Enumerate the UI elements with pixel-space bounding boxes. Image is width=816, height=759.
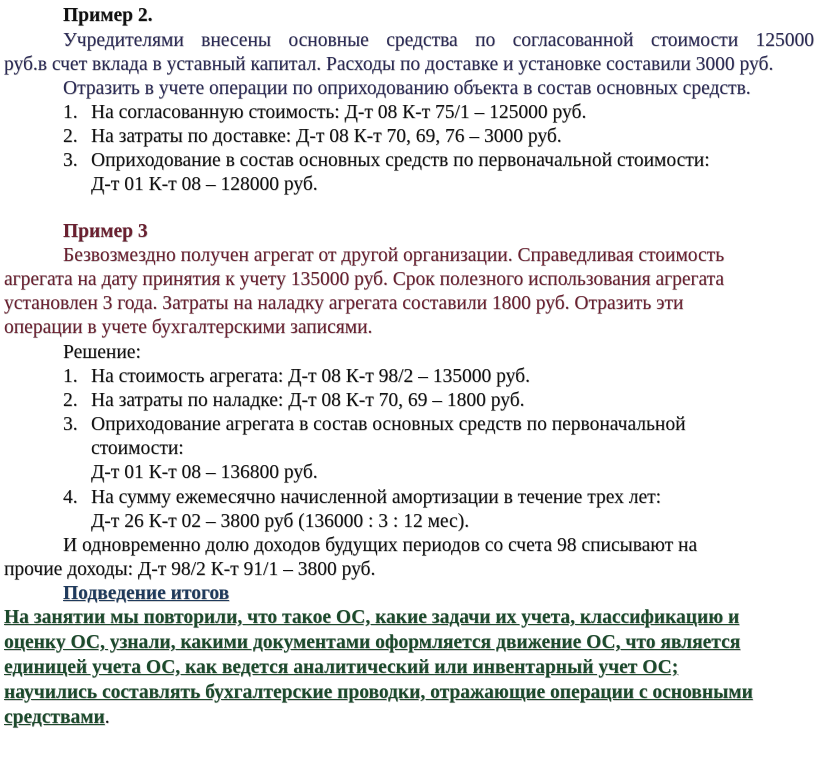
- example3-item-4: [63, 486, 661, 510]
- item-text: На стоимость агрегата: Д-т 08 К-т 98/2 – 135000 руб.: [91, 366, 530, 387]
- example2-item-2: [63, 125, 562, 149]
- item-number: 4.: [63, 487, 78, 508]
- example2-title: Пример 2.: [63, 5, 153, 26]
- item-text: На сумму ежемесячно начисленной амортизации в течение трех лет:: [91, 487, 662, 508]
- summary-line-1: На занятии мы повторили, что такое ОС, какие задачи их учета, классификацию и: [4, 607, 740, 628]
- summary-line-5: [4, 706, 110, 730]
- example2-para1-line1: Учредителями внесены основные средства по согласованной стоимости 125000: [63, 30, 814, 51]
- example3-item-3: [63, 413, 686, 437]
- example3-item-4-entry: Д-т 26 К-т 02 – 3800 руб (136000 : 3 : 12 мес).: [91, 511, 470, 532]
- item-text: На затраты по наладке: Д-т 08 К-т 70, 69 – 1800 руб.: [91, 390, 525, 411]
- summary-trailing-period: .: [104, 707, 110, 728]
- example2-item-1: [63, 101, 586, 125]
- item-text: На затраты по доставке: Д-т 08 К-т 70, 69, 76 – 3000 руб.: [91, 126, 562, 147]
- summary-line-3: единицей учета ОС, как ведется аналитический или инвентарный учет ОС;: [4, 657, 679, 678]
- item-text: Оприходование в состав основных средств по первоначальной стоимости:: [91, 150, 710, 171]
- example3-line-3: установлен 3 года. Затраты на наладку агрегата составили 1800 руб. Отразить эти: [4, 293, 684, 314]
- example2-para2: Отразить в учете операции по оприходованию объекта в состав основных средств.: [63, 78, 751, 99]
- item-number: 2.: [63, 390, 78, 411]
- summary-title: Подведение итогов: [63, 583, 230, 604]
- summary-line-4: научились составлять бухгалтерские проводки, отражающие операции с основными: [4, 682, 753, 703]
- summary-last-word: средствами: [4, 707, 105, 728]
- example2-item-3: [63, 149, 710, 173]
- item-number: 1.: [63, 102, 78, 123]
- item-number: 3.: [63, 414, 78, 435]
- example3-line-4: операции в учете бухгалтерскими записями.: [4, 317, 373, 338]
- item-number: 2.: [63, 126, 78, 147]
- closing-line-2: прочие доходы: Д-т 98/2 К-т 91/1 – 3800 руб.: [4, 559, 376, 580]
- example3-title: Пример 3: [63, 221, 148, 242]
- solution-label: Решение:: [63, 342, 141, 363]
- example2-para1-line2: руб.в счет вклада в уставный капитал. Расходы по доставке и установке составили 3000 руб.: [4, 54, 774, 75]
- example3-item-3-entry: Д-т 01 К-т 08 – 136800 руб.: [91, 462, 318, 483]
- example3-item-3-cont: стоимости:: [91, 438, 184, 459]
- closing-line-1: И одновременно долю доходов будущих периодов со счета 98 списывают на: [63, 535, 698, 556]
- example3-item-2: [63, 389, 525, 413]
- summary-line-2: оценку ОС, узнали, какими документами оформляется движение ОС, что является: [4, 632, 741, 653]
- example3-item-1: [63, 365, 530, 389]
- item-number: 1.: [63, 366, 78, 387]
- item-text: На согласованную стоимость: Д-т 08 К-т 75/1 – 125000 руб.: [91, 102, 587, 123]
- example3-line-1: Безвозмездно получен агрегат от другой организации. Справедливая стоимость: [63, 245, 725, 266]
- example2-item-3-entry: Д-т 01 К-т 08 – 128000 руб.: [91, 174, 318, 195]
- item-number: 3.: [63, 150, 78, 171]
- example3-line-2: агрегата на дату принятия к учету 135000 руб. Срок полезного использования агрегата: [4, 269, 725, 290]
- item-text: Оприходование агрегата в состав основных средств по первоначальной: [91, 414, 686, 435]
